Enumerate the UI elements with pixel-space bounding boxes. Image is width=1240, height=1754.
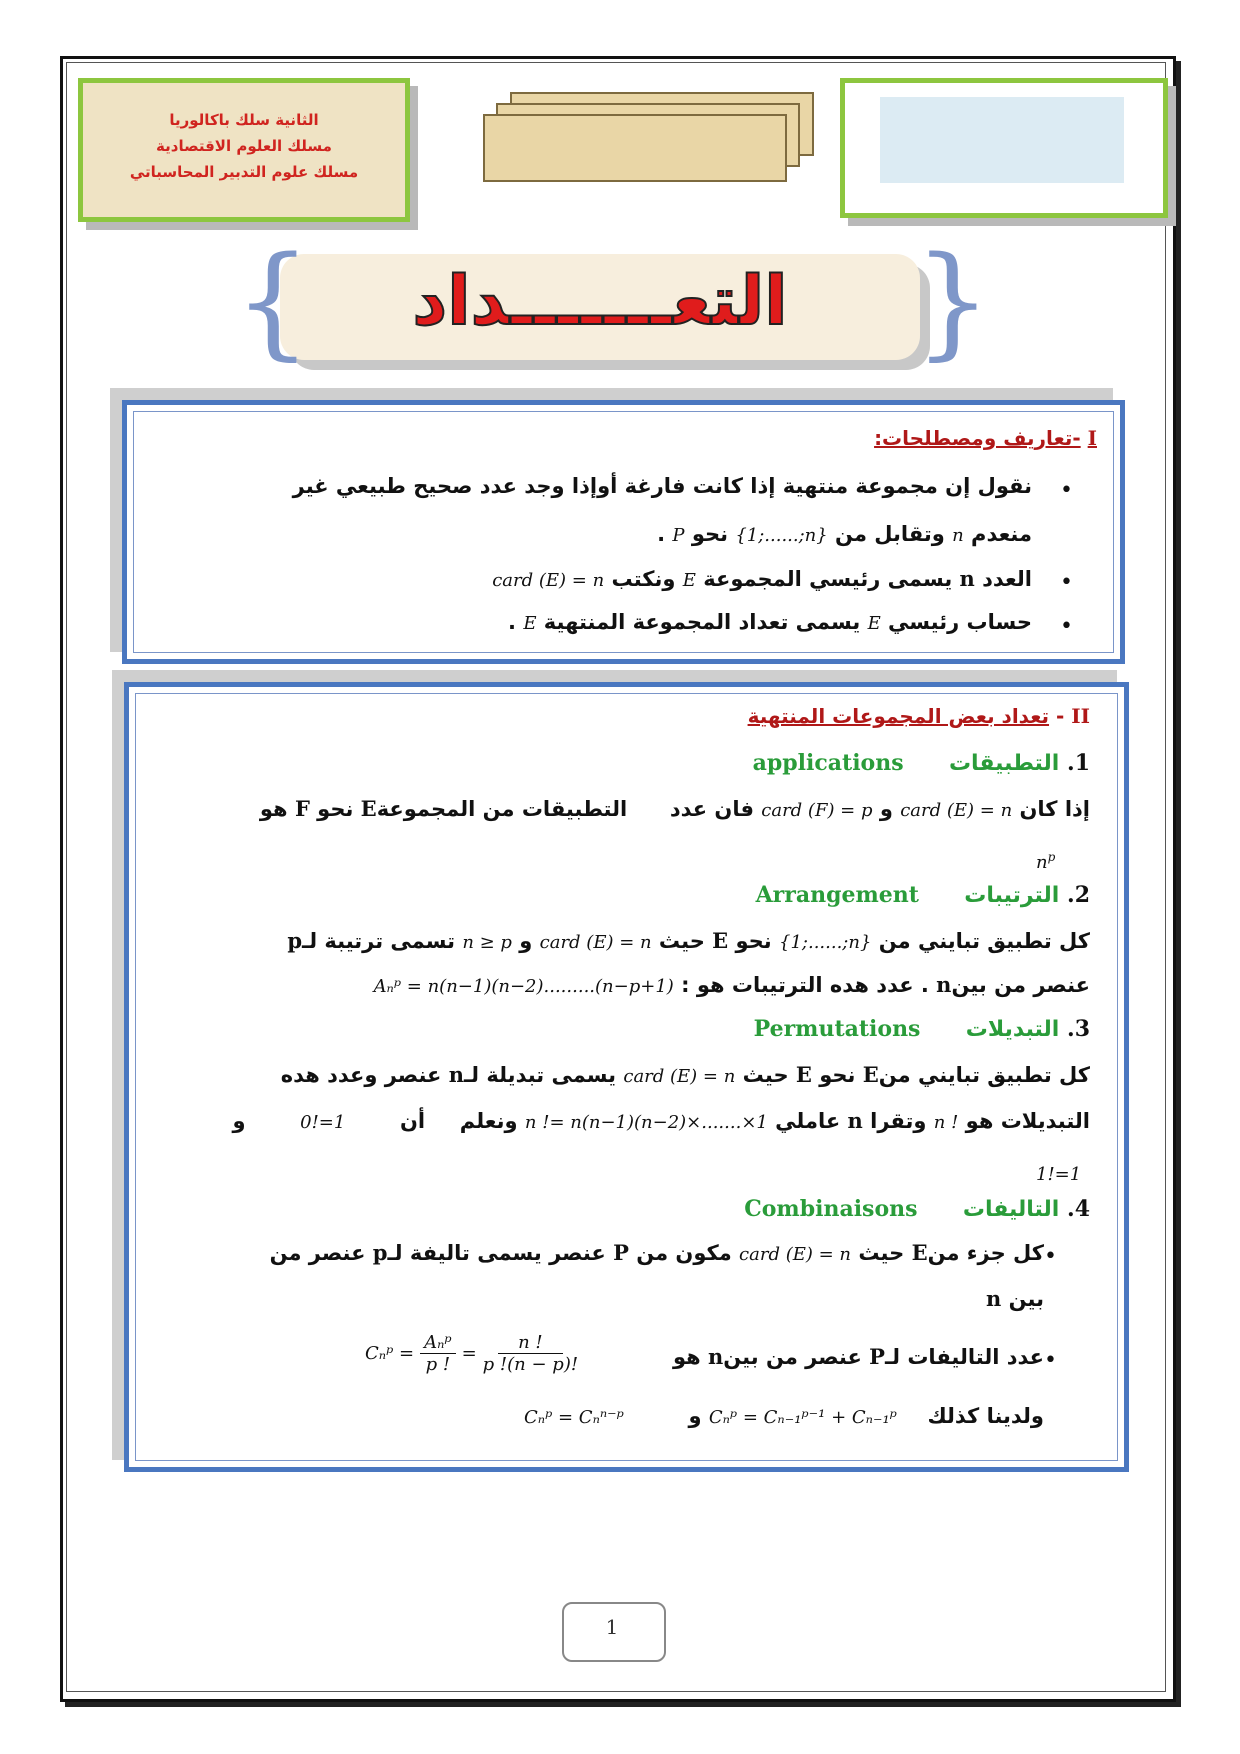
subsection-title-en: Arrangement <box>755 882 919 908</box>
text: E <box>795 1062 812 1087</box>
math-card-F: card (F) = p <box>761 800 873 821</box>
math-E: E <box>867 613 881 634</box>
math-equals: = <box>461 1343 477 1364</box>
math-card: card (E) = n <box>492 570 605 591</box>
header-line-3: مسلك علوم التدبير المحاسباتي <box>129 163 359 181</box>
text: n <box>847 1108 863 1133</box>
subsection-title-en: applications <box>752 750 904 776</box>
fraction-numerator: Aₙᵖ <box>420 1332 456 1354</box>
subsection-title-ar: الترتيبات <box>964 883 1060 908</box>
bullet-icon: • <box>1044 1348 1057 1373</box>
text: كل جزء من <box>927 1241 1044 1265</box>
bullet-icon: • <box>1060 614 1073 639</box>
section1-heading-text: -تعاريف ومصطلحات: <box>874 426 1081 450</box>
def-line-3 <box>492 566 1032 591</box>
text: E <box>360 796 377 821</box>
math-card: card (E) = n <box>539 932 652 953</box>
header-blue-panel <box>880 97 1124 183</box>
header-line-1: الثانية سلك باكالوريا <box>169 111 319 129</box>
text: حساب رئيسي <box>888 610 1032 634</box>
combinaisons-line-3 <box>524 1404 1044 1428</box>
text: التطبيقات من المجموعة <box>376 797 628 821</box>
def-line-1: نقول إن مجموعة منتهية إذا كانت فارغة أوإذا وجد عدد صحيح طبيعي غير <box>292 474 1032 498</box>
text: n <box>708 1344 724 1369</box>
math-C-lhs: Cₙᵖ = <box>365 1343 415 1364</box>
text: منعدم <box>971 522 1032 546</box>
right-brace-icon: } <box>914 230 992 372</box>
text: هو <box>672 1345 701 1369</box>
permutations-line-3: 1!=1 <box>1036 1164 1082 1185</box>
text: العدد <box>982 567 1032 591</box>
section2-heading-text: تعداد بعض المجموعات المنتهية <box>747 704 1050 728</box>
text: E <box>911 1240 928 1265</box>
text: عنصر من بين <box>723 1345 862 1369</box>
text: حيث <box>858 1241 905 1265</box>
text: و <box>232 1109 246 1133</box>
combinaisons-count-text <box>673 1344 1044 1369</box>
fraction-denominator: p !(n − p)! <box>482 1354 579 1375</box>
text: P <box>613 1240 629 1265</box>
text: أن <box>399 1109 426 1133</box>
header-scroll-decoration <box>483 114 787 182</box>
fraction-numerator: n ! <box>498 1332 563 1354</box>
math-inequality: n ≥ p <box>462 932 512 953</box>
header-level-box <box>78 78 410 222</box>
subsection-title-en: Combinaisons <box>744 1196 918 1222</box>
combinaisons-formula <box>365 1332 578 1375</box>
combinaisons-line-1 <box>270 1240 1044 1265</box>
math-n: n <box>959 566 975 591</box>
bullet-icon: • <box>1060 570 1073 595</box>
section2-heading-num: II <box>1071 704 1090 728</box>
header-empty-box <box>840 78 1168 218</box>
math-E: E <box>682 570 696 591</box>
bullet-icon: • <box>1044 1244 1057 1269</box>
text: كل تطبيق تبايني من <box>878 1063 1090 1087</box>
def-line-4 <box>508 610 1032 634</box>
subsection-title-ar: التاليفات <box>962 1197 1060 1222</box>
text: بين <box>1008 1287 1044 1311</box>
text: و <box>688 1404 702 1428</box>
subsection-title-ar: التبديلات <box>965 1017 1060 1042</box>
text: تسمى ترتيبة لـ <box>302 929 455 953</box>
subsection-num: 4. <box>1067 1196 1090 1222</box>
subsection-combinaisons <box>744 1196 1090 1222</box>
applications-line-1 <box>260 796 1090 821</box>
text: P <box>869 1344 885 1369</box>
text: E <box>712 928 729 953</box>
text: ونكتب <box>611 567 676 591</box>
text: حيث <box>742 1063 789 1087</box>
text: وتقابل من <box>835 522 945 546</box>
text: وتقرا <box>870 1109 927 1133</box>
text: حيث <box>658 929 705 953</box>
math-n: n <box>1036 852 1048 873</box>
text: و <box>879 797 893 821</box>
math-n: n <box>952 525 964 546</box>
math-pascal-formula: Cₙᵖ = Cₙ₋₁ᵖ⁻¹ + Cₙ₋₁ᵖ <box>708 1407 897 1428</box>
text: إذا كان <box>1019 797 1090 821</box>
subsection-num: 3. <box>1067 1016 1090 1042</box>
text: عنصر وعدد هده <box>280 1063 442 1087</box>
math-factorial: n ! <box>933 1112 959 1133</box>
text: يسمى رئيسي المجموعة <box>703 567 953 591</box>
bullet-icon: • <box>1060 478 1073 503</box>
text: التبديلات هو <box>965 1109 1090 1133</box>
def-line-2 <box>657 522 1032 546</box>
text: فان عدد <box>669 797 754 821</box>
text: عنصر من <box>269 1241 366 1265</box>
math-p: P <box>672 525 685 546</box>
section1-heading <box>874 426 1097 450</box>
text: يسمى تبديلة لـ <box>464 1063 617 1087</box>
page-number: 1 <box>605 1615 619 1639</box>
subsection-num: 2. <box>1067 882 1090 908</box>
combinaisons-line-2 <box>986 1286 1044 1311</box>
math-card: card (E) = n <box>739 1244 851 1265</box>
arrangement-line-1 <box>287 928 1090 953</box>
subsection-title-ar: التطبيقات <box>948 751 1060 776</box>
text: p <box>287 928 303 953</box>
text: هو <box>259 797 288 821</box>
math-symmetry-formula: Cₙᵖ = Cₙⁿ⁻ᵖ <box>524 1407 624 1428</box>
math-arrangement-formula: Aₙᵖ = n(n−1)(n−2).........(n−p+1) <box>373 976 674 997</box>
math-card-E: card (E) = n <box>900 800 1013 821</box>
text: نحو <box>317 797 354 821</box>
left-brace-icon: { <box>234 230 312 372</box>
subsection-num: 1. <box>1067 750 1090 776</box>
section2-heading-dash: - <box>1056 704 1065 728</box>
fraction-denominator: p ! <box>425 1354 451 1375</box>
text: و <box>519 929 533 953</box>
text: نحو <box>691 522 728 546</box>
text: ونعلم <box>459 1109 518 1133</box>
math-set: {1;......;n} <box>779 932 872 953</box>
text: عاملي <box>775 1109 841 1133</box>
text: مكون من <box>636 1241 732 1265</box>
text: . عدد هده الترتيبات هو : <box>681 973 929 997</box>
subsection-arrangement <box>756 882 1090 908</box>
permutations-line-2 <box>232 1108 1090 1133</box>
text: n <box>936 972 952 997</box>
text: نحو <box>735 929 772 953</box>
subsection-applications <box>753 750 1090 776</box>
text: يسمى تعداد المجموعة المنتهية <box>543 610 861 634</box>
text: p <box>372 1240 388 1265</box>
text: نحو <box>819 1063 856 1087</box>
text: كل تطبيق تبايني من <box>878 929 1090 953</box>
math-factorial-formula: n != n(n−1)(n−2)×.......×1 <box>524 1112 768 1133</box>
text: . <box>657 522 666 546</box>
subsection-title-en: Permutations <box>753 1016 921 1042</box>
page-title: التعـــــــداد <box>412 262 788 341</box>
header-line-2: مسلك العلوم الاقتصادية <box>156 137 332 155</box>
arrangement-line-2 <box>374 972 1090 997</box>
text: F <box>294 796 310 821</box>
math-zero-factorial: 0!=1 <box>300 1112 346 1133</box>
math-E: E <box>523 613 537 634</box>
text: عنصر من بين <box>951 973 1090 997</box>
math-set: {1;......;n} <box>735 525 828 546</box>
subsection-permutations <box>754 1016 1090 1042</box>
text: . <box>508 610 517 634</box>
permutations-line-1 <box>281 1062 1090 1087</box>
section2-heading <box>748 704 1090 728</box>
text: ولدينا كذلك <box>927 1404 1044 1428</box>
text: عنصر يسمى تاليفة لـ <box>387 1241 606 1265</box>
text: عدد التاليفات لـ <box>884 1345 1044 1369</box>
math-card: card (E) = n <box>623 1066 736 1087</box>
text: n <box>986 1286 1002 1311</box>
text: n <box>448 1062 464 1087</box>
fraction-1 <box>420 1332 456 1375</box>
applications-result <box>1036 850 1055 873</box>
math-p: p <box>1047 850 1056 864</box>
fraction-2 <box>483 1332 578 1375</box>
text: E <box>862 1062 879 1087</box>
section1-heading-num: I <box>1087 426 1097 450</box>
